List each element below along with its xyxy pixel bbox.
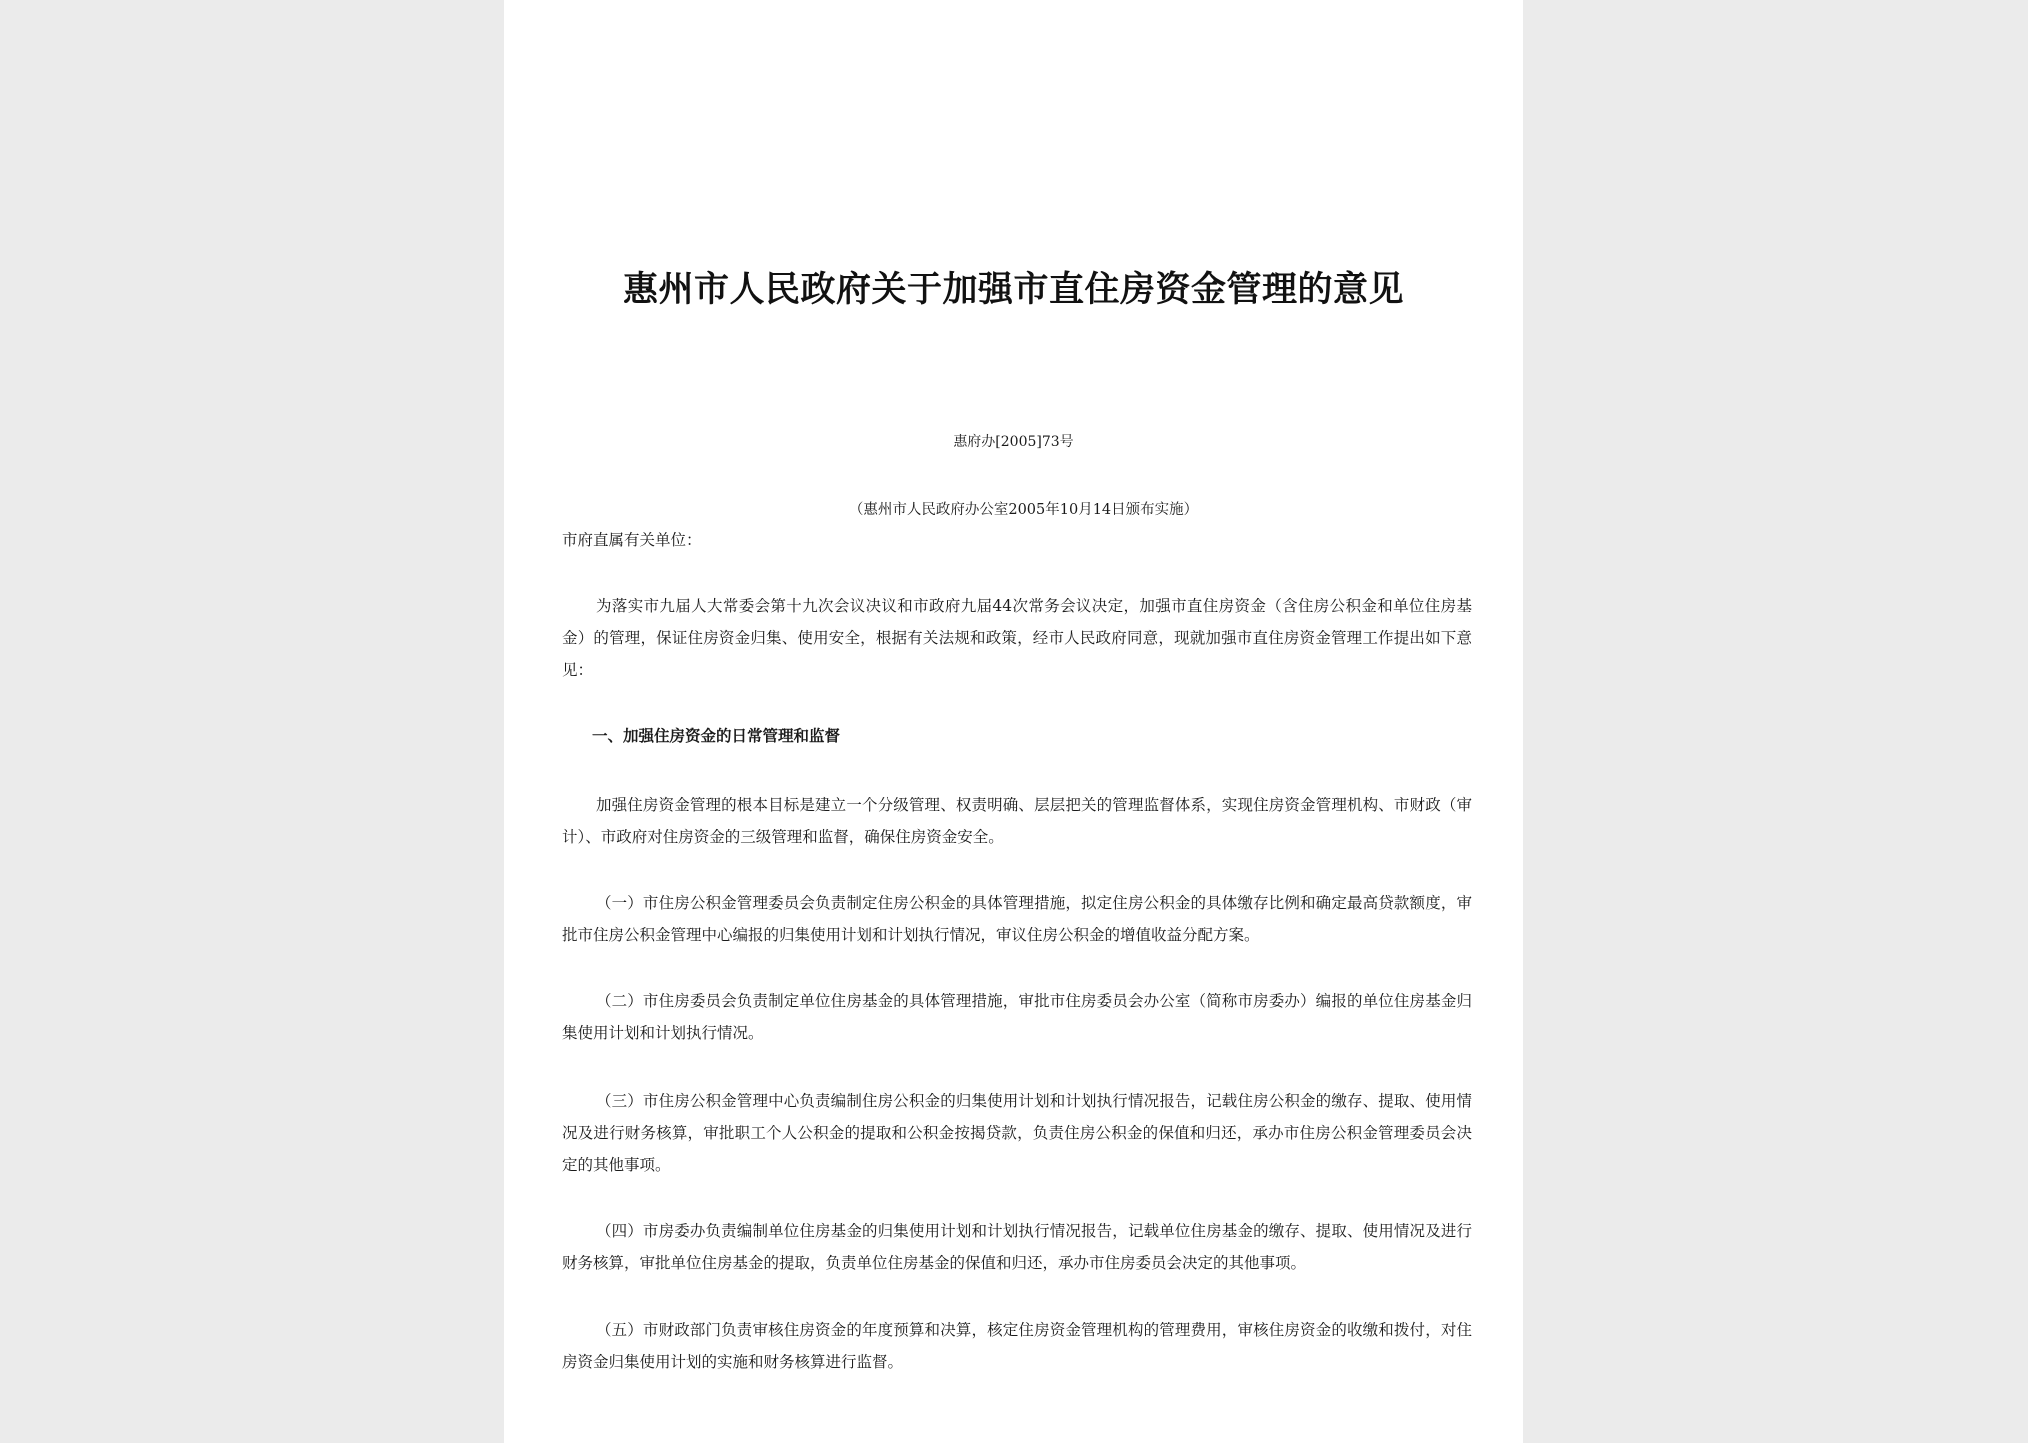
section-heading: 一、加强住房资金的日常管理和监督	[592, 727, 841, 745]
intro-paragraph: 为落实市九届人大常委会第十九次会议决议和市政府九届44次常务会议决定，加强市直住房资金（含住房公积金和单位住房基金）的管理，保证住房资金归集、使用安全，根据有关法规和政策，经市人民政府同意，现就加强市直住房资金管理工作提出如下意见：	[562, 597, 1472, 679]
item-2-paragraph: （二）市住房委员会负责制定单位住房基金的具体管理措施，审批市住房委员会办公室（简称市房委办）编报的单位住房基金归集使用计划和计划执行情况。	[562, 992, 1472, 1042]
document-number: 惠府办[2005]73号	[953, 434, 1074, 450]
document-page	[504, 0, 1523, 1443]
issued-note: （惠州市人民政府办公室2005年10月14日颁布实施）	[848, 502, 1199, 518]
section-intro-paragraph: 加强住房资金管理的根本目标是建立一个分级管理、权责明确、层层把关的管理监督体系，实现住房资金管理机构、市财政（审计）、市政府对住房资金的三级管理和监督，确保住房资金安全。	[562, 796, 1472, 846]
item-3-paragraph: （三）市住房公积金管理中心负责编制住房公积金的归集使用计划和计划执行情况报告，记载住房公积金的缴存、提取、使用情况及进行财务核算，审批职工个人公积金的提取和公积金按揭贷款，负责住房公积金的保值和归还，承办市住房公积金管理委员会决定的其他事项。	[562, 1092, 1472, 1174]
salutation: 市府直属有关单位：	[562, 531, 702, 549]
item-1-paragraph: （一）市住房公积金管理委员会负责制定住房公积金的具体管理措施，拟定住房公积金的具体缴存比例和确定最高贷款额度，审批市住房公积金管理中心编报的归集使用计划和计划执行情况，审议住房公积金的增值收益分配方案。	[562, 894, 1472, 944]
item-5-paragraph: （五）市财政部门负责审核住房资金的年度预算和决算，核定住房资金管理机构的管理费用，审核住房资金的收缴和拨付，对住房资金归集使用计划的实施和财务核算进行监督。	[562, 1321, 1472, 1371]
item-4-paragraph: （四）市房委办负责编制单位住房基金的归集使用计划和计划执行情况报告，记载单位住房基金的缴存、提取、使用情况及进行财务核算，审批单位住房基金的提取，负责单位住房基金的保值和归还，承办市住房委员会决定的其他事项。	[562, 1222, 1472, 1272]
document-title: 惠州市人民政府关于加强市直住房资金管理的意见	[622, 270, 1404, 310]
